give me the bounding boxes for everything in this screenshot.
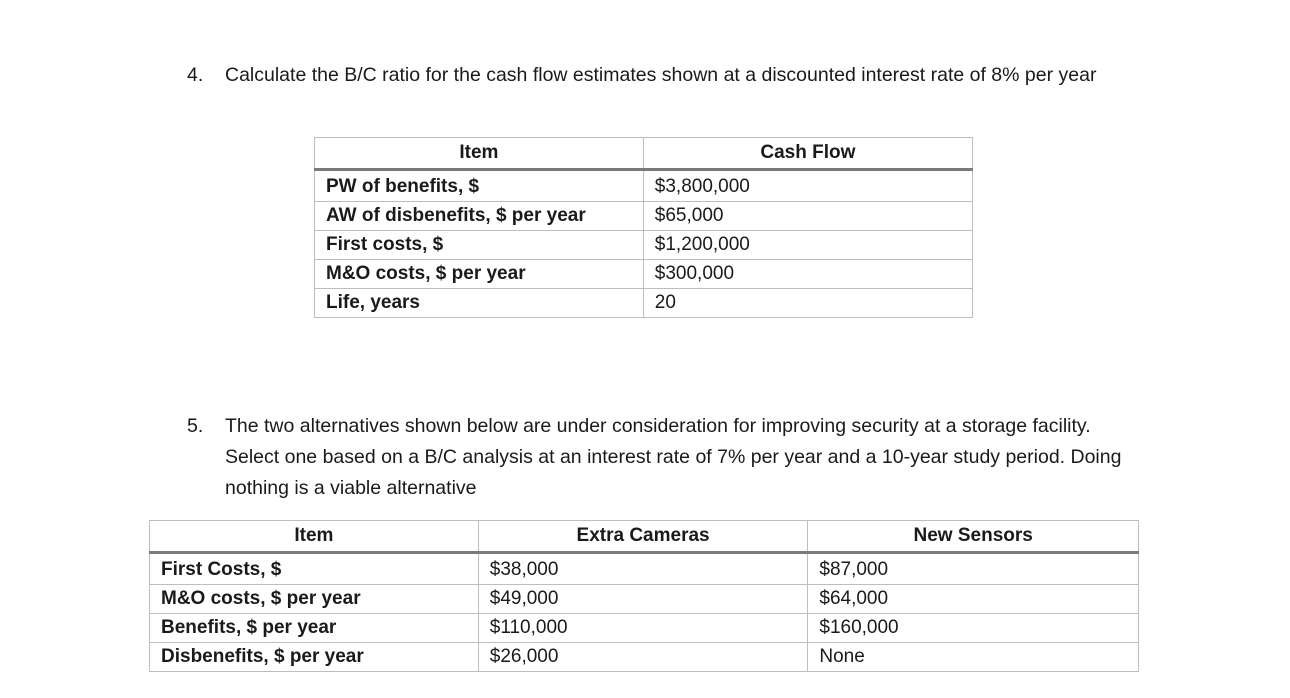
table-row: [315, 202, 973, 231]
row-value: $65,000: [643, 202, 972, 231]
table-header-row: [150, 521, 1139, 553]
new-sensors-value: None: [808, 643, 1139, 672]
row-value: 20: [643, 289, 972, 318]
extra-cameras-value: $26,000: [478, 643, 808, 672]
table-row: [315, 260, 973, 289]
table-row: [315, 289, 973, 318]
question-5-text: The two alternatives shown below are under consideration for improving security at a storage facility. Select one based on a B/C analysis at an interest rate of 7% per year and a 10-year study period. Doing nothing is a viable alternative: [225, 415, 1122, 499]
extra-cameras-value: $49,000: [478, 585, 808, 614]
column-header-cash-flow: Cash Flow: [643, 138, 972, 170]
column-header-extra-cameras: Extra Cameras: [478, 521, 808, 553]
row-label: First costs, $: [315, 231, 644, 260]
row-label: Life, years: [315, 289, 644, 318]
row-label: AW of disbenefits, $ per year: [315, 202, 644, 231]
question-4-text: Calculate the B/C ratio for the cash flow estimates shown at a discounted interest rate of 8% per year: [225, 64, 1097, 86]
column-header-new-sensors: New Sensors: [808, 521, 1139, 553]
table-header-row: [315, 138, 973, 170]
table-row: [315, 170, 973, 202]
extra-cameras-value: $38,000: [478, 553, 808, 585]
row-label: Disbenefits, $ per year: [150, 643, 479, 672]
cash-flow-table: [314, 137, 973, 318]
row-label: First Costs, $: [150, 553, 479, 585]
row-value: $300,000: [643, 260, 972, 289]
table-row: [315, 231, 973, 260]
table-row: [150, 614, 1139, 643]
question-4-number: 4.: [187, 64, 204, 86]
new-sensors-value: $160,000: [808, 614, 1139, 643]
new-sensors-value: $64,000: [808, 585, 1139, 614]
row-label: M&O costs, $ per year: [315, 260, 644, 289]
new-sensors-value: $87,000: [808, 553, 1139, 585]
row-value: $1,200,000: [643, 231, 972, 260]
table-row: [150, 553, 1139, 585]
table-row: [150, 585, 1139, 614]
table-row: [150, 643, 1139, 672]
column-header-item: Item: [315, 138, 644, 170]
column-header-item: Item: [150, 521, 479, 553]
row-value: $3,800,000: [643, 170, 972, 202]
alternatives-table: [149, 520, 1139, 672]
row-label: PW of benefits, $: [315, 170, 644, 202]
question-5-number: 5.: [187, 415, 204, 437]
extra-cameras-value: $110,000: [478, 614, 808, 643]
row-label: M&O costs, $ per year: [150, 585, 479, 614]
row-label: Benefits, $ per year: [150, 614, 479, 643]
